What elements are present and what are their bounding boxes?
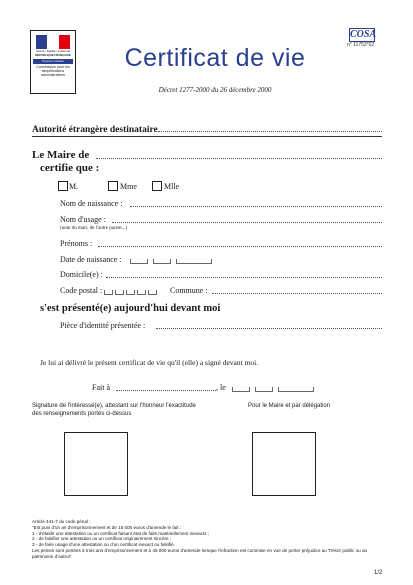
- footer-line-2: "Est puni d'un an d'emprisonnement et de 15 000 euros d'amende le fait :: [32, 524, 182, 530]
- logo-motto: Liberté • Égalité • Fraternité: [35, 49, 71, 53]
- footer-line-3: 1 - d'établir une attestation ou un certificat faisant état de faits matériellement inexacts ;: [32, 530, 210, 536]
- maire-label: Le Maire de: [32, 149, 90, 161]
- page-title: Certificat de vie: [124, 44, 306, 72]
- nom-usage-note: (nom du mari, de l'autre parent...): [60, 226, 128, 231]
- prenoms-label: Prénoms :: [60, 239, 93, 248]
- fait-a-field[interactable]: [116, 390, 216, 391]
- civility-m-label: M.: [69, 182, 79, 191]
- footer-line-6: Les peines sont portées à trois ans d'emprisonnement et à 45 000 euros d'amende lorsque l'infraction est commise en vue de porter préjudice au Trésor public ou au patrimoine d'autrui".: [32, 547, 368, 559]
- domicile-label: Domicile(e) :: [60, 270, 103, 279]
- cp-box-2: [115, 290, 124, 295]
- day-boxes: [130, 259, 148, 264]
- cp-box-1: [104, 290, 113, 295]
- authority-line: [32, 136, 382, 137]
- date-naissance-label: Date de naissance :: [60, 255, 122, 264]
- certifie-label: certifie que :: [40, 162, 100, 174]
- fait-a-label: Fait à: [92, 383, 110, 392]
- signature-box-interesse[interactable]: [64, 432, 128, 496]
- logo-republique: RÉPUBLIQUE FRANÇAISE: [35, 53, 71, 57]
- cosa-logo: COSA: [350, 29, 377, 40]
- signature-box-maire[interactable]: [252, 432, 316, 496]
- page-number: 1/2: [374, 570, 383, 576]
- year-boxes: [176, 259, 212, 264]
- flag-blue-stripe: [36, 35, 47, 49]
- flag-red-stripe: [59, 35, 70, 49]
- presented-heading: s'est présenté(e) aujourd'hui devant moi: [40, 303, 221, 314]
- piece-identite-field[interactable]: [156, 328, 382, 329]
- maire-commune-field[interactable]: [96, 158, 382, 159]
- logo-caption: Commission pour les simplifications administratives: [36, 65, 70, 78]
- flag-white-stripe: [47, 35, 58, 49]
- signature-right-label: Pour le Maire et par délégation: [248, 403, 331, 409]
- date-signature-boxes[interactable]: [232, 387, 314, 392]
- nom-usage-field[interactable]: [112, 222, 382, 223]
- commune-field[interactable]: [212, 293, 382, 294]
- checkbox-m[interactable]: [58, 181, 68, 191]
- cerfa-number: n° 11753*02: [347, 42, 375, 48]
- month-boxes: [153, 259, 171, 264]
- sig-month-boxes: [255, 387, 273, 392]
- authority-label: Autorité étrangère destinataire: [32, 125, 158, 135]
- le-label: , le: [216, 383, 226, 392]
- cp-box-4: [137, 290, 146, 295]
- legal-footer: [32, 519, 382, 560]
- republique-logo: [30, 30, 76, 94]
- date-naissance-boxes[interactable]: [130, 259, 212, 264]
- code-postal-boxes[interactable]: [104, 290, 157, 295]
- cp-box-5: [148, 290, 157, 295]
- authority-field[interactable]: [158, 131, 382, 132]
- signature-left-label: Signature de l'intéressé(e), attestant sur l'honneur l'exactitude des renseignements portés ci-dessus: [32, 403, 196, 417]
- nom-naissance-field[interactable]: [130, 206, 382, 207]
- logo-band: Premier ministre: [33, 59, 73, 64]
- checkbox-mme[interactable]: [108, 181, 118, 191]
- civility-mme-label: Mme: [120, 182, 137, 191]
- nom-usage-label: Nom d'usage :: [60, 215, 106, 224]
- civility-mlle-label: Mlle: [164, 182, 180, 191]
- code-postal-label: Code postal :: [60, 286, 103, 295]
- footer-line-4: 2 - de falsifier une attestation ou un certificat originairement sincère ;: [32, 536, 172, 542]
- sig-year-boxes: [278, 387, 314, 392]
- piece-identite-label: Pièce d'identité présentée :: [60, 321, 146, 330]
- prenoms-field[interactable]: [98, 246, 382, 247]
- checkbox-mlle[interactable]: [152, 181, 162, 191]
- domicile-field[interactable]: [106, 277, 382, 278]
- footer-line-1: Article 441-7 du code pénal :: [32, 519, 91, 524]
- french-flag-icon: [36, 35, 70, 49]
- decree-reference: Décret 1277-2000 du 26 décembre 2000: [158, 86, 272, 94]
- nom-naissance-label: Nom de naissance :: [60, 199, 123, 208]
- cp-box-3: [126, 290, 135, 295]
- sig-day-boxes: [232, 387, 250, 392]
- footer-line-5: 3 - de faire usage d'une attestation ou d'un certificat inexact ou falsifié.: [32, 542, 175, 548]
- commune-label: Commune :: [170, 286, 208, 295]
- statement-text: Je lui ai délivré le présent certificat de vie qu'il (elle) a signé devant moi.: [40, 358, 259, 367]
